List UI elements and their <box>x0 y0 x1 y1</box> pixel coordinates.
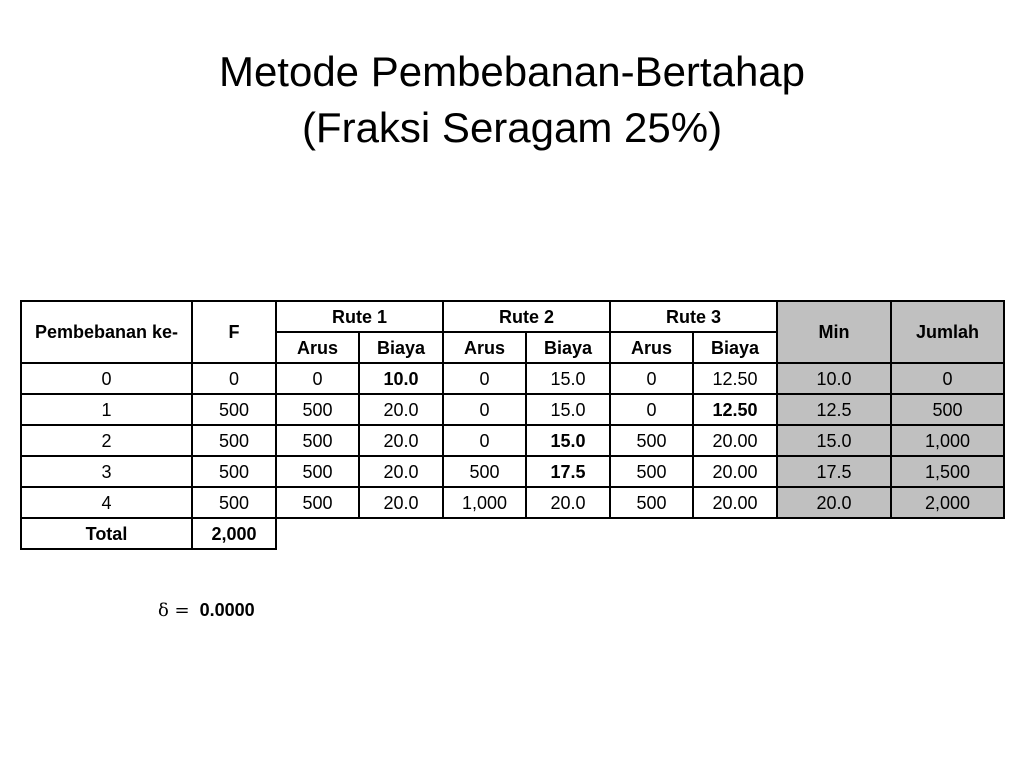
header-pembebanan: Pembebanan ke- <box>21 301 192 363</box>
cell-r1-biaya: 20.0 <box>359 487 443 518</box>
cell-f: 500 <box>192 487 276 518</box>
delta-result <box>158 600 255 621</box>
title-line-2: (Fraksi Seragam 25%) <box>301 104 723 151</box>
delta-symbol: δ = <box>158 600 190 621</box>
delta-value: 0.0000 <box>199 600 255 620</box>
header-min: Min <box>777 301 891 363</box>
cell-ke: 1 <box>21 394 192 425</box>
cell-r1-arus: 500 <box>276 456 359 487</box>
cell-jumlah: 1,000 <box>891 425 1004 456</box>
header-r1-arus: Arus <box>276 332 359 363</box>
header-r2-arus: Arus <box>443 332 526 363</box>
loading-table <box>20 300 1005 550</box>
header-f: F <box>192 301 276 363</box>
cell-ke: 4 <box>21 487 192 518</box>
cell-r3-biaya: 12.50 <box>693 394 777 425</box>
cell-r3-biaya: 20.00 <box>693 425 777 456</box>
cell-r3-arus: 0 <box>610 363 693 394</box>
cell-r2-arus: 1,000 <box>443 487 526 518</box>
page-title <box>0 44 1024 156</box>
header-rute3: Rute 3 <box>610 301 777 332</box>
cell-r3-arus: 500 <box>610 425 693 456</box>
cell-r3-arus: 500 <box>610 487 693 518</box>
cell-f: 500 <box>192 394 276 425</box>
cell-r1-biaya: 20.0 <box>359 425 443 456</box>
cell-r2-biaya: 17.5 <box>526 456 610 487</box>
cell-min: 17.5 <box>777 456 891 487</box>
cell-r2-arus: 0 <box>443 394 526 425</box>
header-row-1 <box>21 301 1004 332</box>
table-row <box>21 456 1004 487</box>
header-r3-biaya: Biaya <box>693 332 777 363</box>
cell-r1-arus: 500 <box>276 487 359 518</box>
cell-ke: 3 <box>21 456 192 487</box>
total-row <box>21 518 1004 549</box>
table-row <box>21 487 1004 518</box>
cell-jumlah: 500 <box>891 394 1004 425</box>
cell-r1-arus: 0 <box>276 363 359 394</box>
cell-jumlah: 0 <box>891 363 1004 394</box>
cell-r3-biaya: 12.50 <box>693 363 777 394</box>
cell-r3-biaya: 20.00 <box>693 456 777 487</box>
cell-min: 20.0 <box>777 487 891 518</box>
cell-r1-biaya: 20.0 <box>359 456 443 487</box>
cell-r3-arus: 500 <box>610 456 693 487</box>
header-r1-biaya: Biaya <box>359 332 443 363</box>
cell-r2-biaya: 15.0 <box>526 425 610 456</box>
cell-r3-biaya: 20.00 <box>693 487 777 518</box>
cell-ke: 0 <box>21 363 192 394</box>
cell-r1-biaya: 20.0 <box>359 394 443 425</box>
cell-r1-arus: 500 <box>276 425 359 456</box>
cell-r1-arus: 500 <box>276 394 359 425</box>
cell-jumlah: 2,000 <box>891 487 1004 518</box>
cell-f: 500 <box>192 456 276 487</box>
cell-r2-biaya: 20.0 <box>526 487 610 518</box>
header-r2-biaya: Biaya <box>526 332 610 363</box>
header-rute2: Rute 2 <box>443 301 610 332</box>
cell-f: 0 <box>192 363 276 394</box>
cell-r1-biaya: 10.0 <box>359 363 443 394</box>
header-rute1: Rute 1 <box>276 301 443 332</box>
total-value: 2,000 <box>192 518 276 549</box>
header-r3-arus: Arus <box>610 332 693 363</box>
table-row <box>21 394 1004 425</box>
cell-min: 12.5 <box>777 394 891 425</box>
cell-jumlah: 1,500 <box>891 456 1004 487</box>
cell-r2-arus: 500 <box>443 456 526 487</box>
cell-r2-biaya: 15.0 <box>526 394 610 425</box>
cell-r2-biaya: 15.0 <box>526 363 610 394</box>
cell-min: 10.0 <box>777 363 891 394</box>
cell-ke: 2 <box>21 425 192 456</box>
header-jumlah: Jumlah <box>891 301 1004 363</box>
cell-r2-arus: 0 <box>443 425 526 456</box>
cell-r2-arus: 0 <box>443 363 526 394</box>
total-row-spacer <box>276 518 1004 549</box>
table-row <box>21 363 1004 394</box>
title-line-1: Metode Pembebanan-Bertahap <box>218 48 806 95</box>
cell-r3-arus: 0 <box>610 394 693 425</box>
cell-f: 500 <box>192 425 276 456</box>
total-label: Total <box>21 518 192 549</box>
cell-min: 15.0 <box>777 425 891 456</box>
table-row <box>21 425 1004 456</box>
